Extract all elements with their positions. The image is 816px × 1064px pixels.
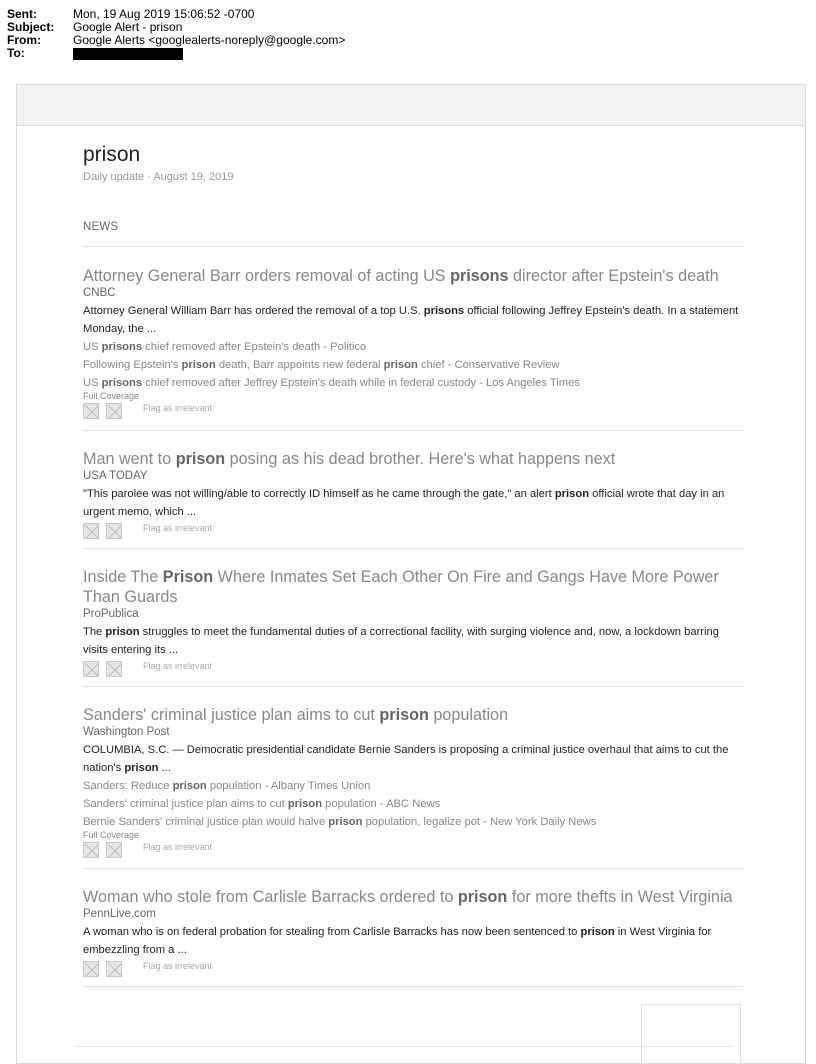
- text-segment: official following Jeffrey Epstein's death. In a statement Monday, the ...: [83, 305, 739, 335]
- article-actions: [83, 659, 743, 679]
- text-segment[interactable]: Inside The: [83, 568, 163, 586]
- section-divider: [83, 246, 743, 247]
- article-source: USA TODAY: [83, 470, 148, 482]
- text-segment[interactable]: US: [83, 341, 102, 353]
- keyword-highlight[interactable]: prison: [181, 359, 216, 371]
- news-article: [83, 567, 743, 679]
- share-icon[interactable]: [106, 403, 122, 419]
- article-divider: [83, 430, 743, 431]
- full-coverage-link[interactable]: Full Coverage: [83, 391, 140, 401]
- article-title-link[interactable]: [83, 567, 743, 607]
- text-segment[interactable]: population - ABC News: [322, 798, 441, 810]
- subject-value: Google Alert - prison: [73, 20, 183, 34]
- text-segment[interactable]: for more thefts in West Virginia: [507, 888, 733, 906]
- text-segment: struggles to meet the fundamental duties of a correctional facility, with surging violence and, now, a lockdown barring visits entering its ...: [83, 626, 719, 656]
- keyword-highlight[interactable]: prisons: [101, 341, 143, 353]
- text-segment[interactable]: chief removed after Jeffrey Epstein's death while in federal custody - Los Angeles Times: [142, 377, 580, 389]
- sent-value: Mon, 19 Aug 2019 15:06:52 -0700: [73, 7, 255, 21]
- text-segment: in West Virginia for embezzling from a ...: [83, 926, 712, 956]
- article-divider: [83, 548, 743, 549]
- keyword-highlight: prison: [105, 626, 140, 638]
- keyword-highlight: prison: [554, 488, 590, 500]
- text-segment[interactable]: population, legalize pot - New York Daily News: [362, 816, 597, 828]
- text-segment[interactable]: Woman who stole from Carlisle Barracks ordered to: [83, 888, 458, 906]
- keyword-highlight[interactable]: prison: [328, 816, 363, 828]
- related-article-link[interactable]: [83, 374, 743, 392]
- text-segment[interactable]: US: [83, 377, 102, 389]
- share-icon[interactable]: [83, 403, 99, 419]
- sent-label: Sent:: [7, 7, 37, 21]
- flag-irrelevant-link[interactable]: Flag as irrelevant: [143, 403, 213, 413]
- email-header: [7, 8, 345, 60]
- text-segment[interactable]: director after Epstein's death: [508, 267, 719, 285]
- news-article: [83, 266, 743, 421]
- text-segment: official wrote that day in an urgent memo, which ...: [83, 488, 725, 518]
- article-source: ProPublica: [83, 608, 139, 620]
- alert-title: prison: [83, 143, 141, 166]
- subject-label: Subject:: [7, 20, 55, 34]
- text-segment[interactable]: population: [428, 706, 509, 724]
- card-header-band: [17, 85, 805, 126]
- article-snippet: [83, 623, 743, 659]
- article-source: PennLive.com: [83, 908, 156, 920]
- keyword-highlight: prison: [124, 762, 159, 774]
- text-segment[interactable]: Sanders' criminal justice plan aims to cut: [83, 798, 288, 810]
- news-article: [83, 705, 743, 860]
- full-coverage-link[interactable]: Full Coverage: [83, 830, 140, 840]
- text-segment: Attorney General William Barr has ordered the removal of a top U.S.: [83, 305, 424, 317]
- text-segment[interactable]: chief - Conservative Review: [417, 359, 560, 371]
- keyword-highlight[interactable]: Prison: [162, 568, 214, 586]
- share-icon[interactable]: [106, 661, 122, 677]
- text-segment[interactable]: Sanders: Reduce: [83, 780, 173, 792]
- from-label: From:: [7, 33, 41, 47]
- alert-subtitle: Daily update · August 19, 2019: [83, 171, 234, 183]
- share-icon[interactable]: [83, 661, 99, 677]
- article-title-link[interactable]: [83, 266, 743, 286]
- text-segment[interactable]: death, Barr appoints new federal: [215, 359, 384, 371]
- text-segment[interactable]: Bernie Sanders' criminal justice plan would halve: [83, 816, 329, 828]
- share-icon[interactable]: [83, 961, 99, 977]
- keyword-highlight[interactable]: prison: [379, 706, 429, 724]
- keyword-highlight[interactable]: prison: [175, 450, 226, 468]
- article-snippet: [83, 485, 743, 521]
- text-segment: The: [83, 626, 106, 638]
- keyword-highlight: prisons: [423, 305, 465, 317]
- section-heading: NEWS: [83, 221, 119, 233]
- flag-irrelevant-link[interactable]: Flag as irrelevant: [143, 661, 213, 671]
- keyword-highlight[interactable]: prison: [457, 888, 508, 906]
- keyword-highlight[interactable]: prisons: [101, 377, 143, 389]
- text-segment: A woman who is on federal probation for stealing from Carlisle Barracks has now been sentenced to: [83, 926, 581, 938]
- keyword-highlight[interactable]: prison: [172, 780, 207, 792]
- text-segment[interactable]: population - Albany Times Union: [206, 780, 371, 792]
- article-actions: [83, 401, 743, 421]
- flag-irrelevant-link[interactable]: Flag as irrelevant: [143, 523, 213, 533]
- keyword-highlight[interactable]: prisons: [450, 267, 509, 285]
- share-icon[interactable]: [106, 961, 122, 977]
- text-segment: ...: [158, 762, 171, 774]
- share-icon[interactable]: [106, 523, 122, 539]
- text-segment[interactable]: Following Epstein's: [83, 359, 182, 371]
- article-actions: [83, 521, 743, 541]
- article-source: CNBC: [83, 287, 116, 299]
- article-actions: [83, 840, 743, 860]
- text-segment[interactable]: Attorney General Barr orders removal of acting US: [83, 267, 451, 285]
- article-snippet: [83, 741, 743, 777]
- keyword-highlight: prison: [580, 926, 615, 938]
- news-article: [83, 887, 743, 979]
- article-snippet: [83, 302, 743, 338]
- text-segment[interactable]: chief removed after Epstein's death - Politico: [142, 341, 367, 353]
- redacted-recipient: [73, 48, 183, 60]
- article-snippet: [83, 923, 743, 959]
- article-divider: [83, 686, 743, 687]
- share-icon[interactable]: [83, 523, 99, 539]
- to-label: To:: [7, 46, 25, 60]
- related-article-link[interactable]: [83, 777, 743, 795]
- footer-divider: [74, 1046, 734, 1047]
- keyword-highlight[interactable]: prison: [383, 359, 418, 371]
- article-actions: [83, 959, 743, 979]
- news-article: [83, 449, 743, 541]
- flag-irrelevant-link[interactable]: Flag as irrelevant: [143, 842, 213, 852]
- related-article-link[interactable]: [83, 356, 743, 374]
- article-title-link[interactable]: [83, 449, 743, 469]
- article-source: Washington Post: [83, 726, 170, 738]
- text-segment: "This parolee was not willing/able to correctly ID himself as he came through the gate," an alert: [83, 488, 555, 500]
- text-segment[interactable]: Where Inmates Set Each Other On Fire and Gangs Have More Power Than Guards: [83, 568, 719, 606]
- article-divider: [83, 986, 743, 987]
- article-title-link[interactable]: [83, 705, 743, 725]
- text-segment[interactable]: Man went to: [83, 450, 176, 468]
- related-article-link[interactable]: [83, 813, 743, 831]
- from-value: Google Alerts <googlealerts-noreply@google.com>: [73, 33, 346, 47]
- share-icon[interactable]: [83, 842, 99, 858]
- keyword-highlight[interactable]: prison: [287, 798, 323, 810]
- text-segment: COLUMBIA, S.C. — Democratic presidential candidate Bernie Sanders is proposing a criminal justice overhaul that aims to cut the nation's: [83, 744, 729, 774]
- related-article-link[interactable]: [83, 338, 743, 356]
- article-divider: [83, 868, 743, 869]
- article-title-link[interactable]: [83, 887, 743, 907]
- text-segment[interactable]: posing as his dead brother. Here's what happens next: [225, 450, 616, 468]
- text-segment[interactable]: Sanders' criminal justice plan aims to cut: [83, 706, 380, 724]
- flag-irrelevant-link[interactable]: Flag as irrelevant: [143, 961, 213, 971]
- share-icon[interactable]: [106, 842, 122, 858]
- related-article-link[interactable]: [83, 795, 743, 813]
- footer-box: [641, 1004, 741, 1064]
